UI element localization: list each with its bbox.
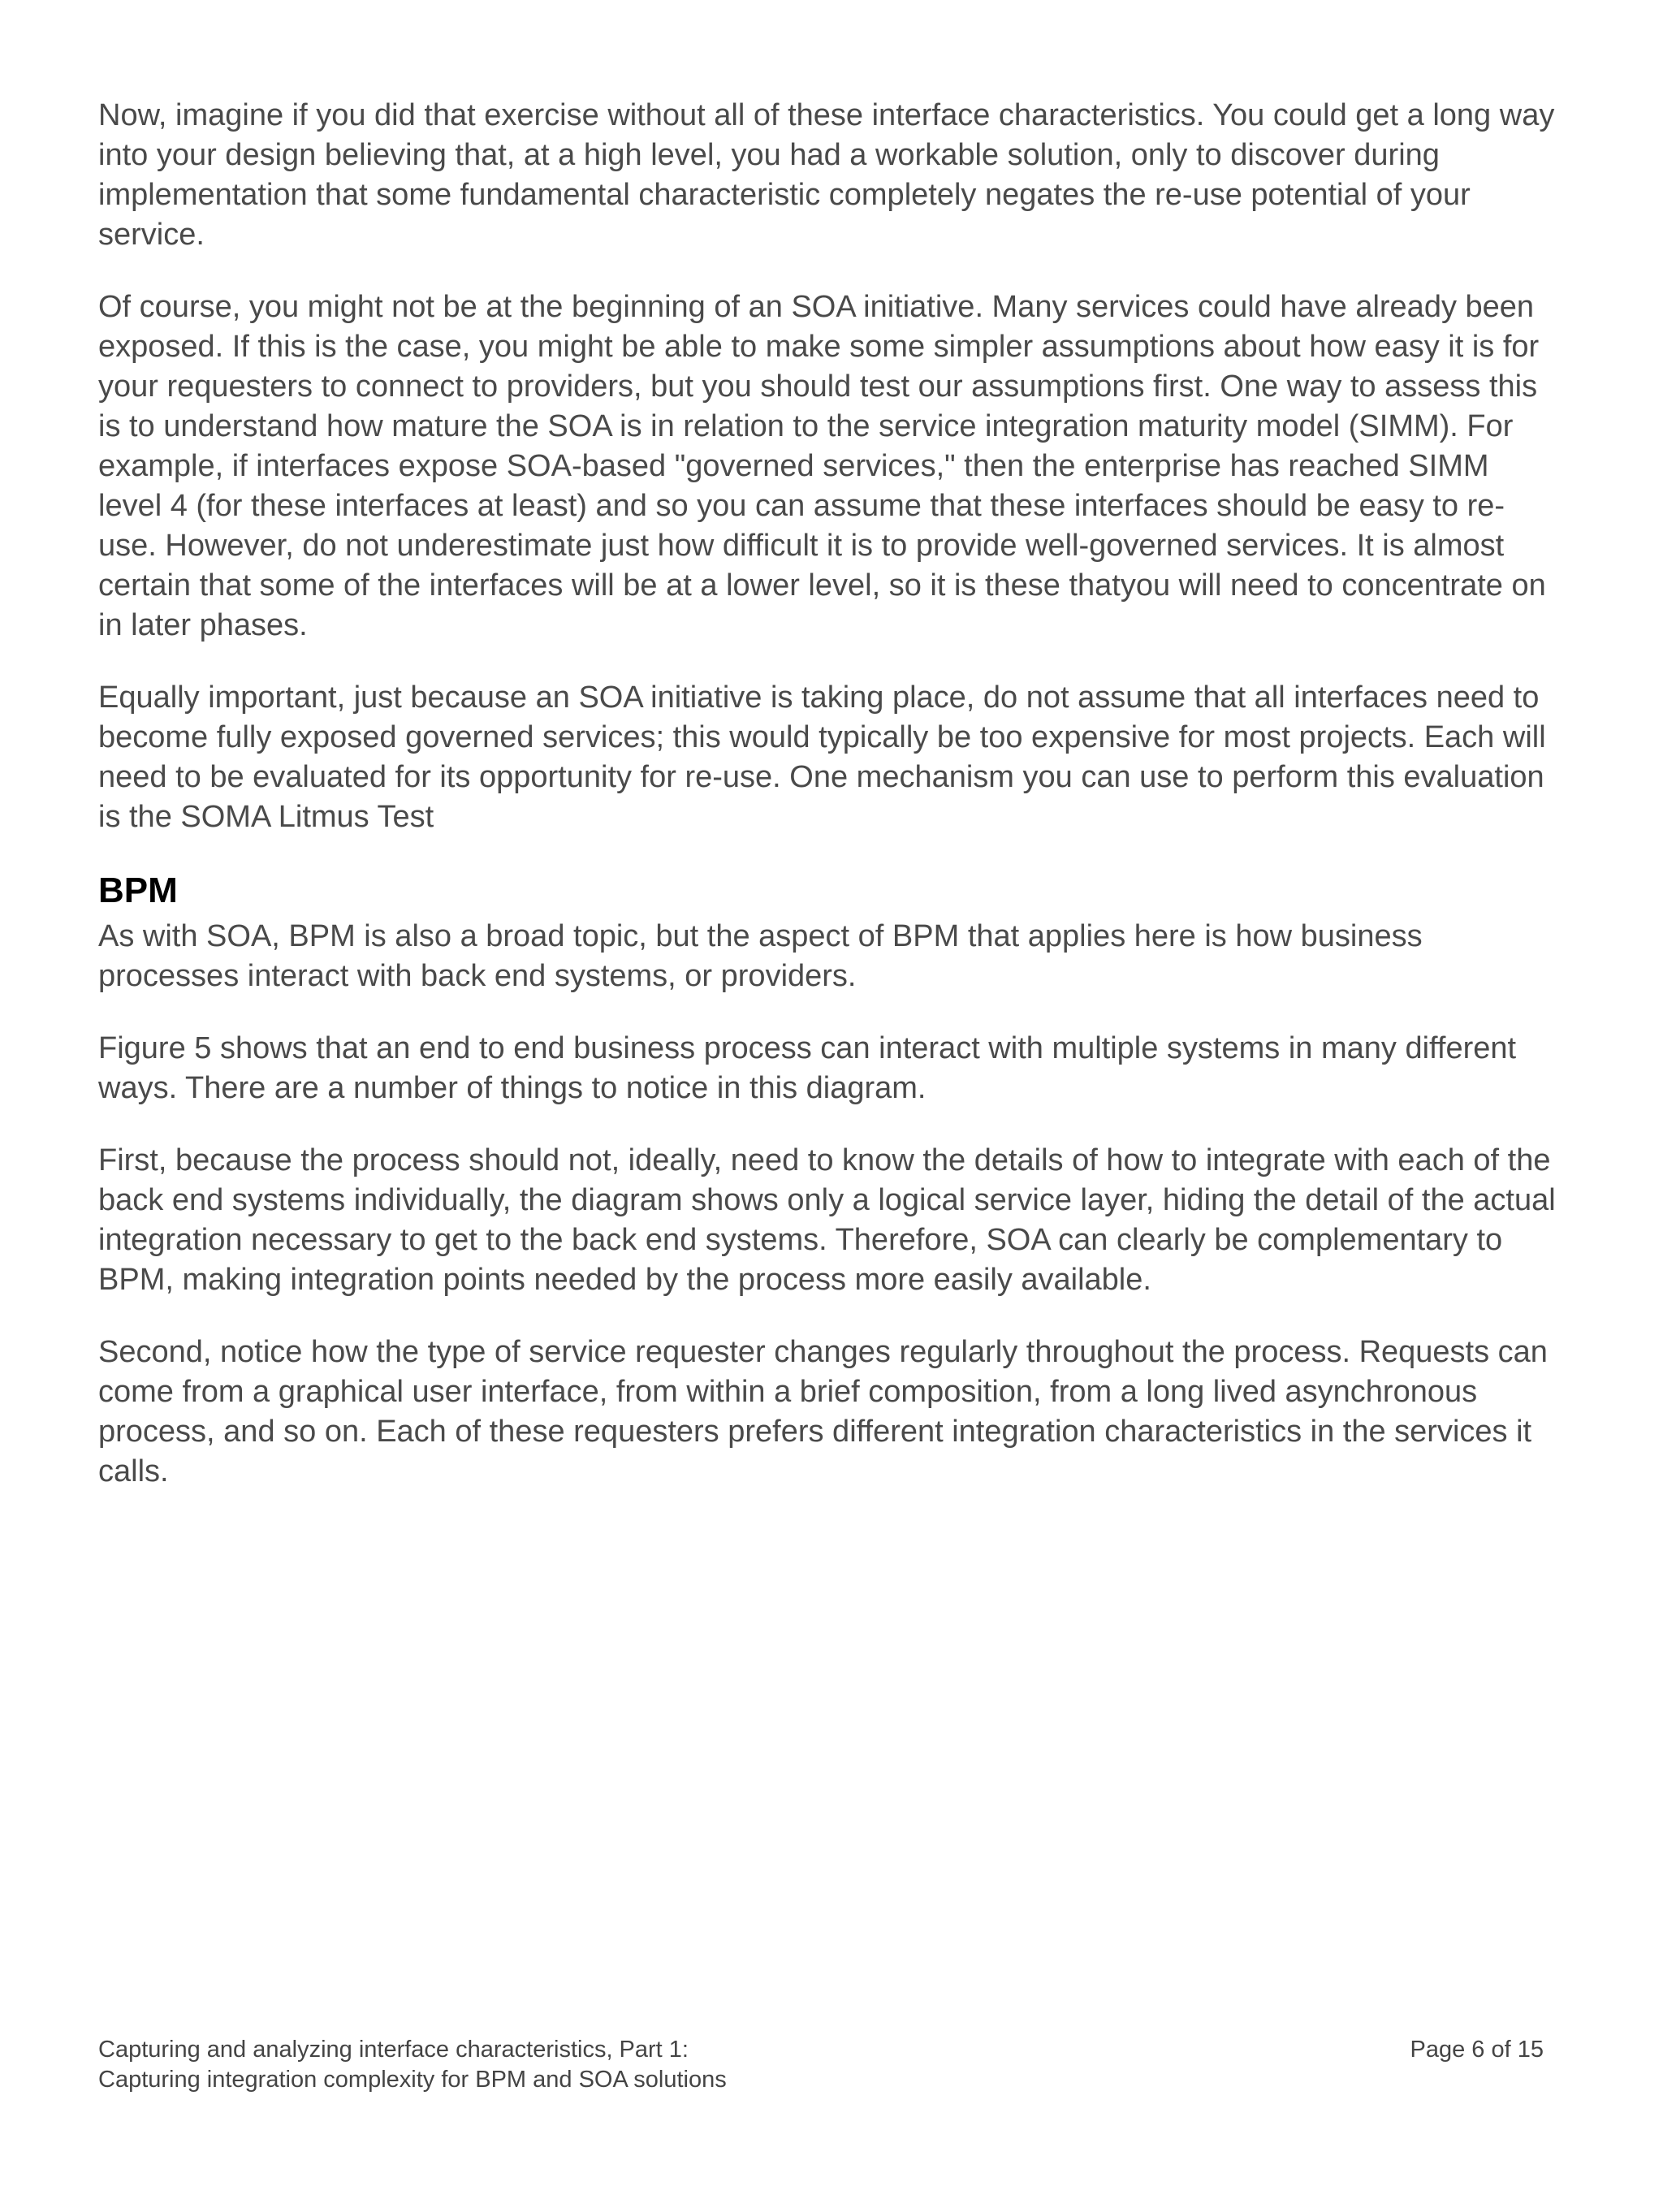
section-heading: BPM xyxy=(98,871,178,910)
paragraph: Second, notice how the type of service requester changes regularly throughout the process. Requests can come from a graphical user interface, from within a brief composition, from a long lived asynchronous process, and so on. Each of these requesters prefers different integration characteristics in the services it calls. xyxy=(98,1335,1548,1488)
paragraph: Equally important, just because an SOA initiative is taking place, do not assume that all interfaces need to become fully exposed governed services; this would typically be too expensive for most projects. Each will need to be evaluated for its opportunity for re-use. One mechanism you can use to perform this evaluation is the SOMA Litmus Test xyxy=(98,680,1546,834)
document-body xyxy=(98,96,1560,1524)
paragraph: First, because the process should not, ideally, need to know the details of how to integrate with each of the back end systems individually, the diagram shows only a logical service layer, hiding the detail of the actual integration necessary to get to the back end systems. Therefore, SOA can clearly be complementary to BPM, making integration points needed by the process more easily available. xyxy=(98,1143,1556,1297)
paragraph: Figure 5 shows that an end to end business process can interact with multiple systems in many different ways. There are a number of things to notice in this diagram. xyxy=(98,1031,1517,1105)
paragraph: Of course, you might not be at the beginning of an SOA initiative. Many services could have already been exposed. If this is the case, you might be able to make some simpler assumptions about how easy it is for your requesters to connect to providers, but you should test our assumptions first. One way to assess this is to understand how mature the SOA is in relation to the service integration maturity model (SIMM). For example, if interfaces expose SOA-based "governed services," then the enterprise has reached SIMM level 4 (for these interfaces at least) and so you can assume that these interfaces should be easy to re-use. However, do not underestimate just how difficult it is to provide well-governed services. It is almost certain that some of the interfaces will be at a lower level, so it is these thatyou will need to concentrate on in later phases. xyxy=(98,290,1546,642)
footer-title-line: Capturing integration complexity for BPM and SOA solutions xyxy=(98,2067,727,2093)
footer-document-title xyxy=(98,2035,727,2095)
paragraph: As with SOA, BPM is also a broad topic, but the aspect of BPM that applies here is how business processes interact with back end systems, or providers. xyxy=(98,919,1423,993)
paragraph: Now, imagine if you did that exercise without all of these interface characteristics. You could get a long way into your design believing that, at a high level, you had a workable solution, only to discover during implementation that some fundamental characteristic completely negates the re-use potential of your service. xyxy=(98,98,1555,252)
page-number: Page 6 of 15 xyxy=(1410,2037,1544,2063)
footer-title-line: Capturing and analyzing interface characteristics, Part 1: xyxy=(98,2037,689,2063)
